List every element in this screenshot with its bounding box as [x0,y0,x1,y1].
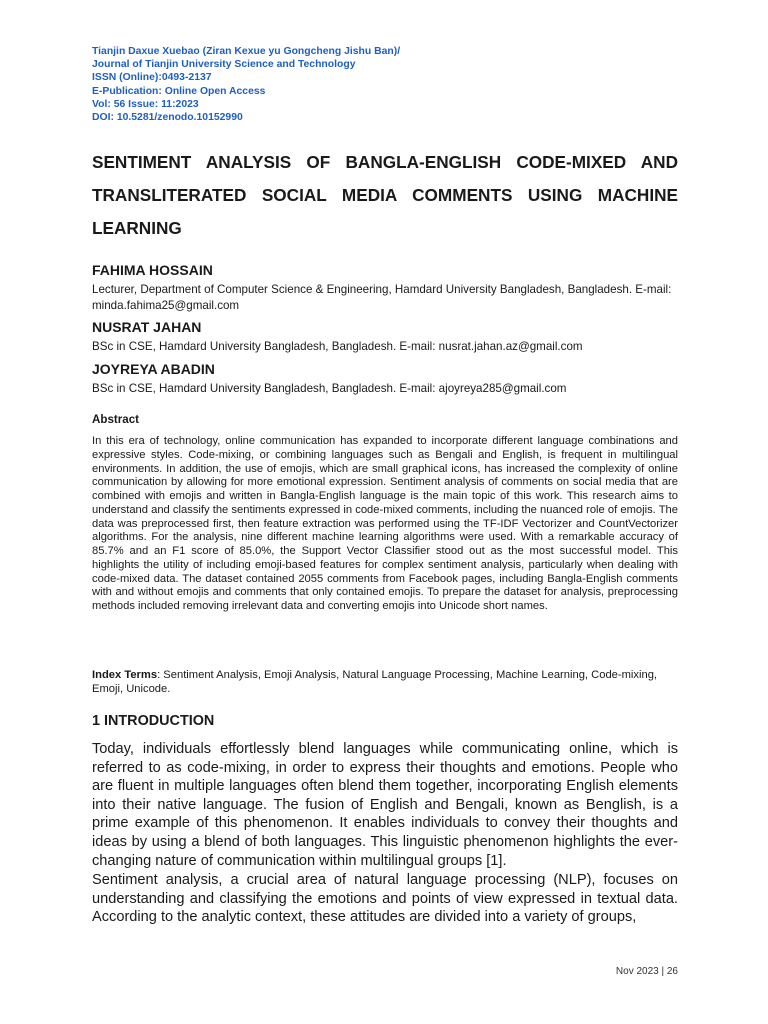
author-affiliation: BSc in CSE, Hamdard University Bangladesh, Bangladesh. E-mail: ajoyreya285@gmail.com [92,382,567,395]
index-terms-label: Index Terms [92,669,158,681]
section-heading-introduction: 1 INTRODUCTION [92,713,215,729]
author-block-3 [92,361,692,397]
index-terms [92,668,678,696]
abstract-heading: Abstract [92,413,140,426]
author-block-2 [92,319,692,355]
abstract-text: In this era of technology, online communication has expanded to incorporate different language combinations and expressive styles. Code-mixing, or combining languages such as Bengali and English, is frequent in multilingual environments. In addition, the use of emojis, which are small graphical icons, has increased the complexity of online communication by allowing for more emotional expression. Sentiment analysis of comments on social media that are combined with emojis and written in Bangla-English language is the main topic of this work. This research aims to understand and classify the sentiments expressed in code-mixed comments, including the nuanced role of emojis. The data was preprocessed first, then feature extraction was performed using the TF-IDF Vectorizer and CountVectorizer algorithms. For the analysis, nine different machine learning algorithms were used. With a remarkable accuracy of 85.7% and an F1 score of 85.0%, the Support Vector Classifier stood out as the most successful model. This highlights the utility of including emoji-based features for complex sentiment analysis, particularly when dealing with code-mixed data. The dataset contained 2055 comments from Facebook pages, including Bangla-English comments with and without emojis and comments that only contained emojis. To prepare the dataset for analysis, preprocessing methods included removing irrelevant data and converting emojis into Unicode short names. [92,435,678,612]
journal-volume: Vol: 56 Issue: 11:2023 [92,98,199,110]
author-name: FAHIMA HOSSAIN [92,262,213,278]
title-line-2: TRANSLITERATED SOCIAL MEDIA COMMENTS USING MACHINE [92,185,678,205]
journal-issn: ISSN (Online):0493-2137 [92,72,212,84]
title-line-3: LEARNING [92,218,182,238]
journal-doi: DOI: 10.5281/zenodo.10152990 [92,112,243,124]
title-line-1: SENTIMENT ANALYSIS OF BANGLA-ENGLISH CODE-MIXED AND [92,152,678,172]
journal-header [92,45,692,124]
journal-name-line: Tianjin Daxue Xuebao (Ziran Kexue yu Gongcheng Jishu Ban)/ [92,46,401,57]
journal-publication: E-Publication: Online Open Access [92,85,266,97]
author-affiliation: BSc in CSE, Hamdard University Bangladesh, Bangladesh. E-mail: nusrat.jahan.az@gmail.com [92,340,583,353]
paper-title [92,146,678,245]
author-block-1 [92,262,692,314]
author-name: NUSRAT JAHAN [92,319,202,335]
index-terms-text: : Sentiment Analysis, Emoji Analysis, Natural Language Processing, Machine Learning, Code-mixing, Emoji, Unicode. [92,669,658,695]
introduction-paragraph-1: Today, individuals effortlessly blend languages while communicating online, which is referred to as code-mixing, in order to express their thoughts and emotions. People who are fluent in multiple languages often blend them together, incorporating English elements into their native language. The fusion of English and Bengali, known as Benglish, is a prime example of this phenomenon. It enables individuals to convey their thoughts and ideas by using a blend of both languages. This linguistic phenomenon highlights the ever-changing nature of communication within multilingual groups [1]. [92,741,678,869]
page-footer: Nov 2023 | 26 [615,966,678,977]
author-affiliation: Lecturer, Department of Computer Science & Engineering, Hamdard University Bangladesh, Bangladesh. E-mail: minda.fahima25@gmail.com [92,283,672,312]
introduction-paragraph-2: Sentiment analysis, a crucial area of natural language processing (NLP), focuses on understanding and classifying the emotions and points of view expressed in textual data. According to the analytic context, these attitudes are divided into a variety of groups, [92,872,678,926]
author-name: JOYREYA ABADIN [92,361,215,377]
journal-english-name: Journal of Tianjin University Science and Technology [92,59,356,71]
